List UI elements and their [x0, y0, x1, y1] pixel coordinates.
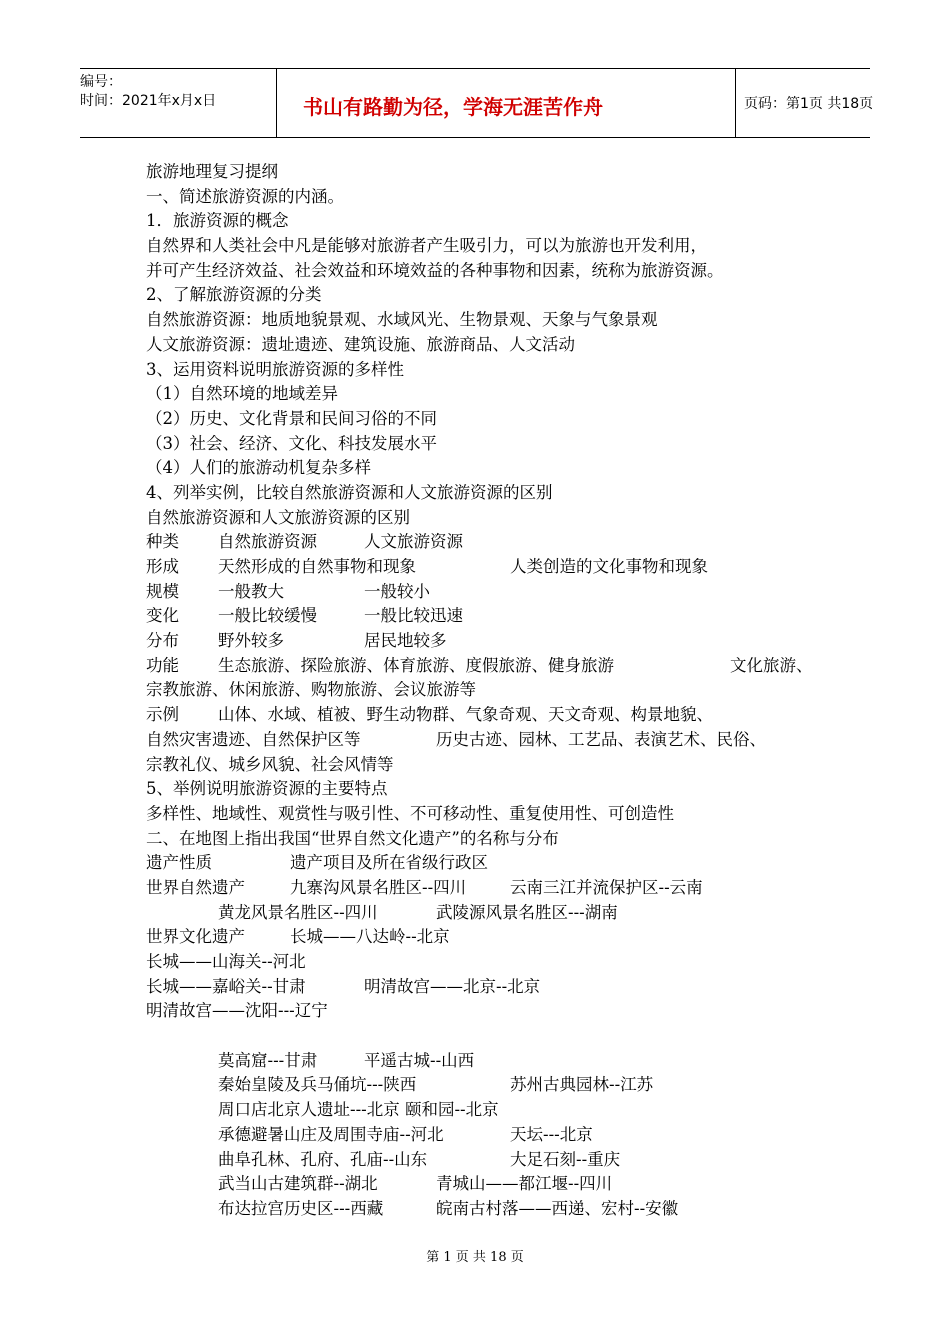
page-header [80, 68, 874, 138]
text-segment: 居民地较多 [364, 631, 447, 651]
text-segment: 承德避暑山庄及周围寺庙--河北 [218, 1124, 444, 1144]
text-line [146, 753, 836, 778]
text-line [146, 654, 836, 679]
text-line [146, 1123, 836, 1148]
text-line [146, 604, 836, 629]
text-segment: 明清故宫——沈阳---辽宁 [146, 1001, 328, 1021]
text-line [146, 1148, 836, 1173]
text-segment: 一、简述旅游资源的内涵。 [146, 186, 344, 206]
text-segment: 天然形成的自然事物和现象 [218, 557, 416, 576]
text-segment: 多样性、地域性、观赏性与吸引性、不可移动性、重复使用性、可创造性 [146, 803, 674, 823]
text-line [146, 975, 836, 1000]
text-segment: 明清故宫——北京--北京 [364, 976, 541, 996]
text-line [146, 530, 836, 555]
text-segment: 九寨沟风景名胜区--四川 [290, 877, 467, 897]
text-line [146, 629, 836, 654]
text-segment: 长城——八达岭--北京 [290, 927, 450, 947]
text-line [146, 283, 836, 308]
text-segment: 人类创造的文化事物和现象 [510, 557, 708, 576]
text-segment: 种类 [146, 532, 179, 552]
text-segment: 皖南古村落——西递、宏村--安徽 [436, 1198, 679, 1218]
text-line [146, 728, 836, 753]
text-segment: 人文旅游资源：遗址遗迹、建筑设施、旅游商品、人文活动 [146, 334, 575, 354]
text-segment: 周口店北京人遗址---北京 颐和园--北京 [218, 1100, 499, 1120]
text-line [146, 703, 836, 728]
text-segment: 规模 [146, 581, 179, 601]
text-segment: 自然灾害遗迹、自然保护区等 [146, 729, 361, 749]
text-segment: 分布 [146, 631, 179, 651]
text-segment: 变化 [146, 606, 179, 626]
text-segment: 宗教礼仪、城乡风貌、社会风情等 [146, 754, 394, 774]
text-segment: 大足石刻--重庆 [510, 1149, 621, 1169]
header-motto-box [276, 69, 736, 137]
text-segment: 一般教大 [218, 581, 284, 601]
text-segment: 形成 [146, 557, 179, 576]
document-number: 编号： [80, 74, 122, 90]
text-segment: 旅游地理复习提纲 [146, 162, 278, 181]
text-segment: 世界文化遗产 [146, 927, 245, 947]
page-footer: 第 1 页 共 18 页 [426, 1250, 524, 1265]
text-line [146, 580, 836, 605]
text-segment: 秦始皇陵及兵马俑坑---陕西 [218, 1075, 417, 1095]
text-segment: 布达拉宫历史区---西藏 [218, 1198, 384, 1218]
text-segment: 自然旅游资源：地质地貌景观、水域风光、生物景观、天象与气象景观 [146, 310, 658, 330]
text-line [146, 234, 836, 259]
text-line [146, 950, 836, 975]
text-line [146, 1049, 836, 1074]
text-segment: 4、列举实例，比较自然旅游资源和人文旅游资源的区别 [146, 482, 553, 502]
text-line [146, 851, 836, 876]
text-segment: 曲阜孔林、孔府、孔庙--山东 [218, 1149, 428, 1169]
text-segment: （4）人们的旅游动机复杂多样 [146, 458, 371, 478]
text-segment: 自然旅游资源 [218, 532, 317, 552]
document-date: 时间：2021年x月x日 [80, 93, 217, 109]
text-line [146, 382, 836, 407]
text-line [146, 407, 836, 432]
text-line [146, 333, 836, 358]
text-segment: 并可产生经济效益、社会效益和环境效益的各种事物和因素，统称为旅游资源。 [146, 260, 724, 280]
text-line [146, 185, 836, 210]
text-segment: 云南三江并流保护区--云南 [510, 877, 703, 897]
text-segment: 自然界和人类社会中凡是能够对旅游者产生吸引力，可以为旅游也开发利用， [146, 236, 707, 256]
text-segment: 功能 [146, 655, 179, 675]
text-segment: 一般比较迅速 [364, 606, 463, 626]
text-segment: 遗产项目及所在省级行政区 [290, 853, 488, 873]
text-segment: 青城山——都江堰--四川 [436, 1174, 613, 1194]
text-segment: 一般比较缓慢 [218, 606, 317, 626]
text-segment: 生态旅游、探险旅游、体育旅游、度假旅游、健身旅游 [218, 655, 614, 675]
text-line [146, 209, 836, 234]
text-line [146, 802, 836, 827]
text-segment: 宗教旅游、休闲旅游、购物旅游、会议旅游等 [146, 680, 476, 700]
text-segment: 遗产性质 [146, 853, 212, 873]
text-segment: 黄龙风景名胜区--四川 [218, 902, 378, 922]
text-line [146, 1073, 836, 1098]
text-segment: 人文旅游资源 [364, 532, 463, 552]
text-segment: 武当山古建筑群--湖北 [218, 1174, 378, 1194]
text-line [146, 999, 836, 1024]
text-segment: 自然旅游资源和人文旅游资源的区别 [146, 507, 410, 527]
text-line [146, 1098, 836, 1123]
header-meta [80, 69, 276, 141]
text-segment: 一般较小 [364, 581, 430, 601]
text-segment: 野外较多 [218, 631, 284, 651]
text-segment: 3、运用资料说明旅游资源的多样性 [146, 359, 404, 379]
text-line [146, 481, 836, 506]
text-segment: 平遥古城--山西 [364, 1050, 475, 1070]
text-line [146, 432, 836, 457]
text-line [146, 456, 836, 481]
text-line [146, 160, 836, 185]
text-segment: （1）自然环境的地域差异 [146, 384, 338, 404]
text-line [146, 308, 836, 333]
text-line [146, 1172, 836, 1197]
text-line [146, 777, 836, 802]
text-line [146, 901, 836, 926]
text-line [146, 1197, 836, 1222]
text-line [146, 506, 836, 531]
text-segment: 示例 [146, 705, 179, 725]
text-segment: （2）历史、文化背景和民间习俗的不同 [146, 408, 437, 428]
text-line [146, 1024, 836, 1049]
text-segment: 2、了解旅游资源的分类 [146, 285, 322, 305]
text-line [146, 259, 836, 284]
text-segment: 长城——山海关--河北 [146, 952, 306, 971]
text-line [146, 555, 836, 580]
text-segment: 苏州古典园林--江苏 [510, 1075, 654, 1095]
text-line [146, 678, 836, 703]
text-segment: 山体、水域、植被、野生动物群、气象奇观、天文奇观、构景地貌、 [218, 705, 713, 725]
text-segment: 莫高窟---甘肃 [218, 1050, 318, 1070]
document-body [146, 160, 836, 1222]
text-segment: 天坛---北京 [510, 1124, 593, 1144]
text-segment: 武陵源风景名胜区---湖南 [436, 902, 618, 922]
text-segment: 历史古迹、园林、工艺品、表演艺术、民俗、 [436, 729, 766, 749]
text-line [146, 925, 836, 950]
text-segment: 1．旅游资源的概念 [146, 211, 289, 231]
text-line [146, 827, 836, 852]
text-segment: （3）社会、经济、文化、科技发展水平 [146, 433, 437, 453]
text-line [146, 876, 836, 901]
header-motto: 书山有路勤为径，学海无涯苦作舟 [303, 95, 603, 119]
text-segment: 5、举例说明旅游资源的主要特点 [146, 779, 388, 799]
text-line [146, 358, 836, 383]
header-page-number: 页码：第1页 共18页 [744, 96, 874, 112]
text-segment: 世界自然遗产 [146, 877, 245, 897]
text-segment: 长城——嘉峪关--甘肃 [146, 976, 306, 996]
text-segment: 文化旅游、 [730, 655, 813, 675]
text-segment: 二、在地图上指出我国“世界自然文化遗产”的名称与分布 [146, 828, 559, 848]
